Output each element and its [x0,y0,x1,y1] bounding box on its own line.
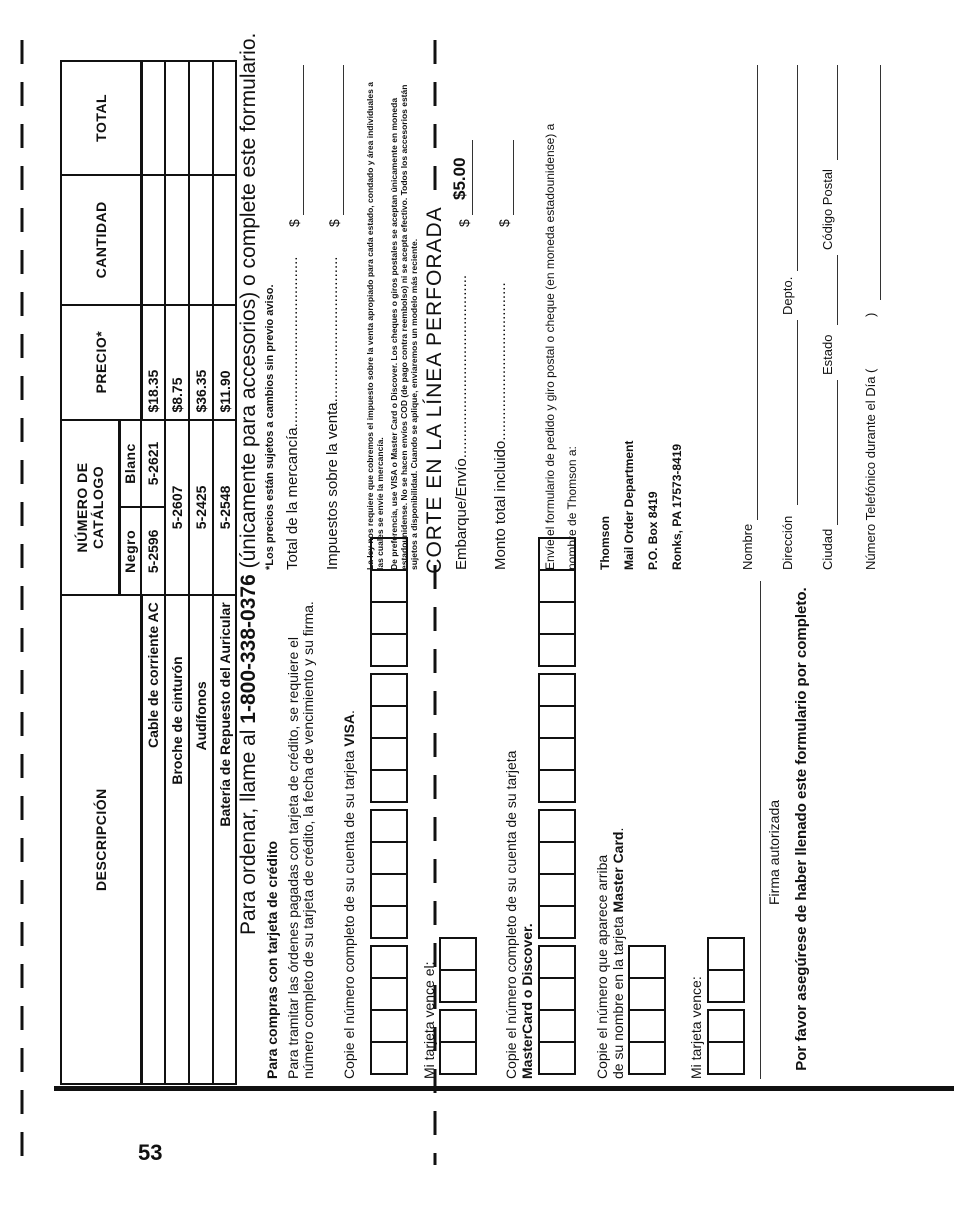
name-copy-line1: Copie el número que aparece arriba [594,854,610,1079]
row-black: 5-2548 [213,420,236,596]
row-total[interactable] [189,61,213,175]
row-desc: Batería de Repuesto del Auricular [213,595,236,1084]
apt-field[interactable] [797,65,798,271]
col-catalog: NÚMERO DE CATÁLOGO [61,420,119,596]
dollar-sign: $ [456,219,472,227]
row-price: $8.75 [165,305,189,420]
row-black: 5-2596 [141,507,165,595]
digit-box[interactable] [538,977,576,1011]
col-description: DESCRIPCIÓN [61,595,141,1084]
col-black: Negro [119,507,141,595]
mail-addr-4: Ronks, PA 17573-8419 [670,443,684,570]
row-qty[interactable] [165,175,189,305]
digit-box[interactable] [538,633,576,667]
digit-box[interactable] [707,937,745,971]
digit-box[interactable] [439,1041,477,1075]
mail-instructions: Envíe el formulario de pedido y giro postal o cheque (en moneda estadounidense) a nombre de Thomson a: [543,123,579,570]
col-total: TOTAL [61,61,141,175]
digit-box[interactable] [538,537,576,571]
row-qty[interactable] [189,175,213,305]
digit-box[interactable] [538,769,576,803]
digit-box[interactable] [538,841,576,875]
dollar-sign: $ [286,219,302,227]
dollar-sign: $ [496,219,512,227]
address-field[interactable] [797,320,798,505]
digit-box[interactable] [370,1009,408,1043]
digit-box[interactable] [370,945,408,979]
row-total[interactable] [213,61,236,175]
accessory-table [60,60,237,1085]
digit-box[interactable] [370,633,408,667]
table-row [189,61,213,1084]
digit-box[interactable] [370,905,408,939]
order-phone: 1-800-338-0376 [237,574,260,724]
visa-suffix: . [341,710,357,714]
col-white: Blanc [119,420,141,508]
digit-box[interactable] [370,769,408,803]
grand-total-label: Monto total incluido...................................... [492,282,509,570]
tax-label: Impuestos sobre la venta................................... [324,256,341,570]
tax-field[interactable] [343,65,344,215]
order-instructions [237,33,261,935]
digit-box[interactable] [538,737,576,771]
row-qty[interactable] [213,175,236,305]
digit-box[interactable] [370,873,408,907]
name-label: Nombre [740,523,755,570]
visa-expires-label: Mi tarjeta vence el: [421,961,437,1079]
visa-prefix: Copie el número completo de su cuenta de su tarjeta [341,746,357,1079]
name-copy-line2 [610,828,626,1079]
digit-box[interactable] [538,601,576,635]
name-prefix: de su nombre en la tarjeta [610,912,626,1079]
shipping-field [472,140,473,215]
row-desc: Broche de cinturón [165,595,189,1084]
address-label: Dirección [780,515,795,570]
digit-box[interactable] [370,705,408,739]
digit-box[interactable] [370,841,408,875]
digit-box[interactable] [538,569,576,603]
payment-note: De preferencia, use VISA o Master Card o Discover. Los cheques o giros postales se aceptan únicamente en moneda estadounidense. No se hacen envíos COD (de pago contra reembolso) ni se acepta efectivo. Todos los accesorios están sujetos a disponibilidad. Cuando se aplique, enviaremos un modelo más reciente. [389,84,419,570]
mc-brand-label: MasterCard o Discover. [519,923,535,1079]
digit-box[interactable] [370,977,408,1011]
name-suffix: . [610,827,626,832]
digit-box[interactable] [538,905,576,939]
state-field[interactable] [837,255,838,325]
merch-total-field[interactable] [303,65,304,215]
table-row [213,61,236,1084]
row-black: 5-2425 [189,420,213,596]
mail-addr-2: Mail Order Department [622,440,636,570]
digit-box[interactable] [538,673,576,707]
digit-box[interactable] [439,1009,477,1043]
digit-box[interactable] [628,977,666,1011]
digit-box[interactable] [707,1041,745,1075]
mc-expires-label: Mi tarjeta vence: [688,976,704,1079]
row-white: 5-2621 [141,420,165,508]
digit-box[interactable] [538,705,576,739]
dollar-sign: $ [326,219,342,227]
digit-box[interactable] [628,1009,666,1043]
mc-instruction: Copie el número completo de su cuenta de su tarjeta [503,750,519,1079]
table-row [165,61,189,1084]
digit-box[interactable] [370,601,408,635]
tax-note: La ley nos requiere que cobremos el impuesto sobre la venta apropiado para cada estado, condado y área individuales a las cuales se envíe la mercancía. [365,82,385,570]
row-price: $36.35 [189,305,213,420]
digit-box[interactable] [370,1041,408,1075]
visa-instruction [341,710,357,1079]
digit-box[interactable] [628,1041,666,1075]
credit-title: Para compras con tarjeta de crédito [264,840,280,1079]
signature-line[interactable] [760,581,761,1079]
row-total[interactable] [141,61,165,175]
zip-field[interactable] [837,65,838,160]
price-note: *Los precios están sujetos a cambios sin previo aviso. [264,284,276,570]
order-suffix: (únicamente para accesorios) o complete este formulario. [237,32,260,575]
complete-form-note: Por favor asegúrese de haber llenado este formulario por completo. [793,587,810,1071]
shipping-amount: $5.00 [450,157,469,200]
row-qty[interactable] [141,175,165,305]
cut-line-label: CORTE EN LA LÍNEA PERFORADA [423,206,446,574]
digit-box[interactable] [439,937,477,971]
grand-total-field[interactable] [513,140,514,215]
digit-box[interactable] [707,1009,745,1043]
digit-box[interactable] [538,809,576,843]
digit-box[interactable] [370,809,408,843]
merch-total-label: Total de la mercancía......................................... [284,256,301,570]
state-label: Estado [820,334,835,375]
digit-box[interactable] [538,873,576,907]
page-number: 53 [138,1140,163,1165]
digit-box[interactable] [370,537,408,571]
digit-box[interactable] [707,969,745,1003]
table-row [141,61,165,1084]
city-label: Ciudad [820,528,835,570]
shipping-label: Embarque/Envío............................................ [453,274,470,570]
digit-box[interactable] [439,969,477,1003]
mail-addr-3: P.O. Box 8419 [646,491,660,570]
name-field[interactable] [757,65,758,520]
signature-label: Firma autorizada [766,799,782,905]
col-price: PRECIO* [61,305,141,420]
mastercard-brand: Master Card [610,831,626,913]
form-left-rule [54,1086,954,1091]
digit-box[interactable] [538,1009,576,1043]
digit-box[interactable] [370,673,408,707]
digit-box[interactable] [538,945,576,979]
visa-brand: VISA [341,714,357,747]
col-qty: CANTIDAD [61,175,141,305]
mail-addr-1: Thomson [598,516,612,570]
row-desc: Cable de corriente AC [141,595,165,1084]
credit-intro: Para tramitar las órdenes pagadas con tarjeta de crédito, se requiere el número completo de su tarjeta de crédito, la fecha de vencimiento y su firma. [285,601,316,1079]
phone-label: Número Telefónico durante el Día ( [863,368,878,570]
row-total[interactable] [165,61,189,175]
phone-close: ) [863,312,878,317]
row-price: $18.35 [141,305,165,420]
row-black: 5-2607 [165,420,189,596]
digit-box[interactable] [628,945,666,979]
digit-box[interactable] [538,1041,576,1075]
digit-box[interactable] [370,569,408,603]
digit-box[interactable] [370,737,408,771]
order-prefix: Para ordenar, llame al [237,723,260,935]
order-form-sheet [60,32,860,1085]
apt-label: Depto. [780,276,795,315]
zip-label: Código Postal [820,169,835,250]
row-price: $11.90 [213,305,236,420]
row-desc: Audífonos [189,595,213,1084]
city-field[interactable] [837,380,838,525]
